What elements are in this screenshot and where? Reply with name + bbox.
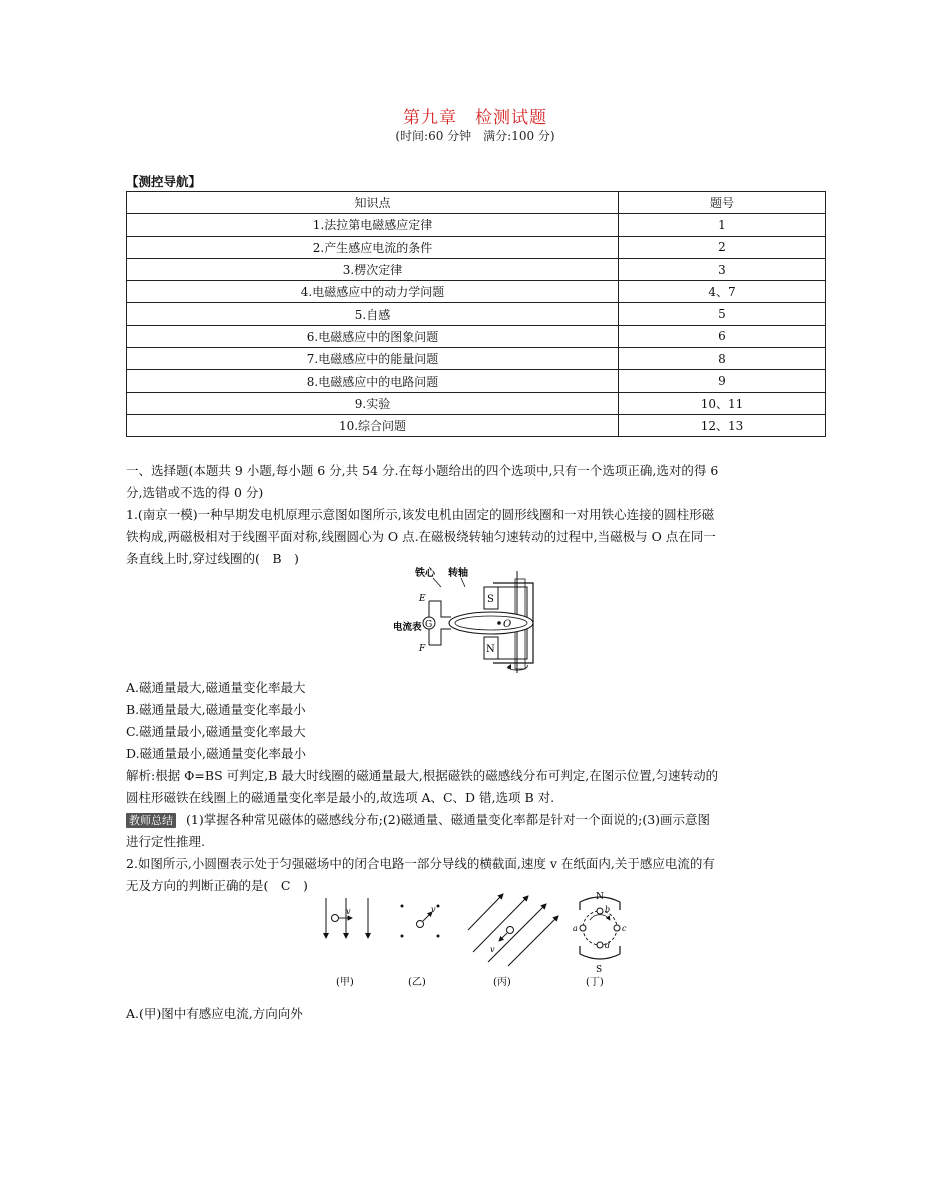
figure-label-s: S <box>487 594 494 605</box>
point-c-label: c <box>622 924 627 933</box>
table-row <box>127 325 826 347</box>
point-d-label: d <box>605 941 611 950</box>
table-row <box>127 236 826 258</box>
option-d: D.磁通量最小,磁通量变化率最小 <box>126 746 307 761</box>
option-a: A.(甲)图中有感应电流,方向向外 <box>126 1006 303 1021</box>
table-header-cell: 题号 <box>619 192 826 214</box>
table-header-row <box>127 192 826 214</box>
panel-yi <box>401 905 440 938</box>
teacher-summary-badge: 教师总结 <box>126 813 176 828</box>
panel-bing <box>468 894 558 966</box>
panel-jia <box>326 898 368 938</box>
question-1-text: 1.(南京一模)一种早期发电机原理示意图如图所示,该发电机由固定的圆形线圈和一对用铁心连接的圆柱形磁 <box>126 507 715 522</box>
table-row <box>127 258 826 280</box>
table-row <box>127 414 826 436</box>
figure-label-n: N <box>486 644 495 655</box>
velocity-label: v <box>490 945 495 954</box>
table-cell: 9 <box>619 370 826 392</box>
nav-label: 【测控导航】 <box>126 174 202 189</box>
table-cell: 3.楞次定律 <box>127 258 619 280</box>
option-c: C.磁通量最小,磁通量变化率最大 <box>126 724 306 739</box>
section-block <box>126 460 826 570</box>
point-a-label: a <box>573 924 578 933</box>
option-a: A.磁通量最大,磁通量变化率最大 <box>126 680 306 695</box>
figure-label-f: F <box>419 644 426 654</box>
table-row <box>127 303 826 325</box>
caption-yi: (乙) <box>408 977 426 988</box>
option-b: B.磁通量最大,磁通量变化率最小 <box>126 702 306 717</box>
caption-jia: (甲) <box>336 977 354 988</box>
figure-label-meter: 电流表 <box>393 622 422 633</box>
question-2-text: 2.如图所示,小圆圈表示处于匀强磁场中的闭合电路一部分导线的横截面,速度 v 在纸面内,关于感应电流的有 <box>126 856 715 871</box>
table-cell: 8 <box>619 348 826 370</box>
table-cell: 5 <box>619 303 826 325</box>
table-cell: 7.电磁感应中的能量问题 <box>127 348 619 370</box>
question-1-options <box>126 677 826 897</box>
page-title: 第九章 检测试题 <box>403 108 547 128</box>
velocity-label: v <box>346 907 351 916</box>
table-row <box>127 370 826 392</box>
figure-label-o: O <box>503 619 512 630</box>
table-row <box>127 392 826 414</box>
generator-figure <box>393 563 563 675</box>
figure-label-axis: 转轴 <box>448 568 468 579</box>
table-cell: 5.自感 <box>127 303 619 325</box>
figure-label-g: G <box>425 620 433 630</box>
table-row <box>127 214 826 236</box>
field-panels-figure <box>318 890 638 990</box>
question-2-options <box>126 1003 826 1025</box>
caption-bing: (丙) <box>493 977 511 988</box>
question-2-text: 无及方向的判断正确的是( C ) <box>126 878 308 893</box>
pole-n-label: N <box>596 892 604 902</box>
knowledge-table <box>126 191 826 437</box>
table-cell: 12、13 <box>619 414 826 436</box>
analysis-text: 解析:根据 Φ=BS 可判定,B 最大时线圈的磁通量最大,根据磁铁的磁感线分布可判定,在图示位置,匀速转动的 <box>126 768 719 783</box>
figure-label-e: E <box>419 594 426 604</box>
analysis-text: 圆柱形磁铁在线圈上的磁通量变化率是最小的,故选项 A、C、D 错,选项 B 对. <box>126 790 555 805</box>
pole-s-label: S <box>596 965 603 975</box>
caption-ding: (丁) <box>586 977 604 988</box>
table-cell: 6 <box>619 325 826 347</box>
table-cell: 2.产生感应电流的条件 <box>127 236 619 258</box>
page-subtitle: (时间:60 分钟 满分:100 分) <box>395 129 555 143</box>
table-header-cell: 知识点 <box>127 192 619 214</box>
table-row <box>127 348 826 370</box>
table-cell: 4.电磁感应中的动力学问题 <box>127 281 619 303</box>
section-instruction: 一、选择题(本题共 9 小题,每小题 6 分,共 54 分.在每小题给出的四个选项中,只有一个选项正确,选对的得 6 <box>126 463 719 478</box>
summary-line <box>126 809 826 831</box>
panel-ding <box>573 892 627 975</box>
table-row <box>127 281 826 303</box>
table-cell: 10.综合问题 <box>127 414 619 436</box>
table-cell: 1.法拉第电磁感应定律 <box>127 214 619 236</box>
table-cell: 4、7 <box>619 281 826 303</box>
table-cell: 3 <box>619 258 826 280</box>
question-1-text: 铁构成,两磁极相对于线圈平面对称,线圈圆心为 O 点.在磁极绕转轴匀速转动的过程中,当磁极与 O 点在同一 <box>126 529 716 544</box>
figure-label-core: 铁心 <box>415 568 435 579</box>
table-cell: 1 <box>619 214 826 236</box>
table-cell: 2 <box>619 236 826 258</box>
velocity-label: v <box>431 905 436 914</box>
table-cell: 10、11 <box>619 392 826 414</box>
summary-text: 进行定性推理. <box>126 834 205 849</box>
table-cell: 6.电磁感应中的图象问题 <box>127 325 619 347</box>
point-b-label: b <box>605 905 611 914</box>
question-1-text: 条直线上时,穿过线圈的( B ) <box>126 551 299 566</box>
table-cell: 9.实验 <box>127 392 619 414</box>
summary-text: (1)掌握各种常见磁体的磁感线分布;(2)磁通量、磁通量变化率都是针对一个面说的;(3)画示意图 <box>186 812 711 827</box>
table-cell: 8.电磁感应中的电路问题 <box>127 370 619 392</box>
section-instruction: 分,选错或不选的得 0 分) <box>126 485 264 500</box>
